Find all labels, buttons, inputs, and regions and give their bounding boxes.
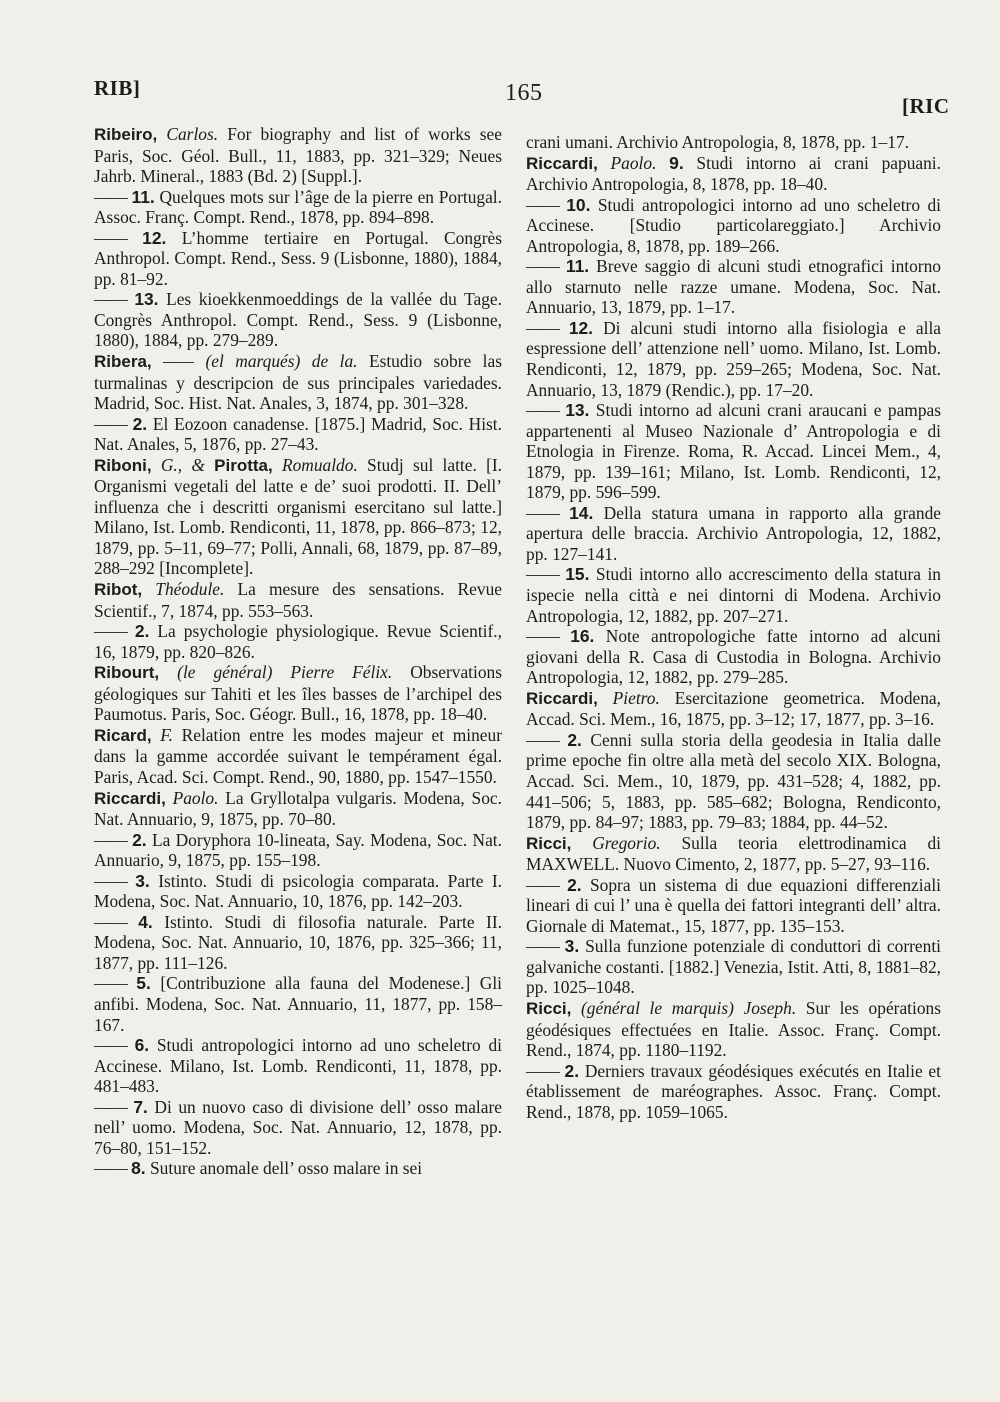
- entry-text: Esercitazione geometrica. Modena, Accad. Sci. Mem., 16, 1875, pp. 3–12; 17, 1877, pp. 3–16.: [526, 687, 941, 730]
- entry-number: 10.: [566, 194, 591, 215]
- sub-entry: [526, 875, 941, 937]
- entry-text: Studj sul latte. [I. Organismi vegetali del latte e de’ suoi prodotti. II. Dell’ influenza che i descritti organismi esercitano sul latte.] Milano, Ist. Lomb. Rendiconti, 11, 1878, pp. 866–873; 12, 1879, pp. 5–11, 69–77; Polli, Annali, 68, 1879, pp. 87–89, 288–292 [Incomplete].: [94, 454, 502, 579]
- entry-dash: ——: [526, 1060, 559, 1081]
- entry-dash: ——: [526, 256, 559, 277]
- entry-text: Derniers travaux géodésiques exécutés en Italie et établissement de maréographes. Assoc. Franç. Compt. Rend., 1878, pp. 1059–1065.: [526, 1060, 941, 1122]
- author-surname: Riccardi,: [94, 788, 166, 808]
- entry-number: 13.: [565, 400, 590, 421]
- author-surname: Ricci,: [526, 833, 572, 853]
- entry-text: Della statura umana in rapporto alla grande apertura delle braccia. Archivio Antropologia, 12, 1882, pp. 127–141.: [526, 502, 941, 564]
- author-given-name: Pietro.: [612, 687, 660, 708]
- sub-entry: [94, 871, 502, 912]
- sub-entry: [94, 228, 502, 290]
- entry-dash: ——: [94, 829, 127, 850]
- author-entry: [94, 579, 502, 621]
- author-surname: Riccardi,: [526, 153, 598, 173]
- author-entry: [94, 662, 502, 725]
- entry-number: 2.: [134, 621, 150, 642]
- coauthor-surname: Pirotta,: [214, 455, 273, 475]
- entry-dash: ——: [526, 564, 559, 585]
- author-given-name: Carlos.: [166, 124, 219, 144]
- entry-text: Relation entre les modes majeur et mineur dans la gamme accordée suivant le tempérament égal. Paris, Acad. Sci. Compt. Rend., 90, 1880, pp. 1547–1550.: [94, 724, 502, 787]
- entry-text: El Eozoon canadense. [1875.] Madrid, Soc. Hist. Nat. Anales, 5, 1876, pp. 27–43.: [94, 413, 502, 455]
- entry-number: 12.: [142, 227, 167, 248]
- sub-entry: [526, 936, 941, 998]
- author-entry: [94, 351, 502, 414]
- entry-text: La mesure des sensations. Revue Scientif., 7, 1874, pp. 553–563.: [94, 579, 502, 621]
- author-given-name: (le général) Pierre Félix.: [177, 662, 393, 683]
- sub-entry: [526, 195, 941, 257]
- entry-text: Sur les opérations géodésiques effectuées en Italie. Assoc. Franç. Compt. Rend., 1874, pp. 1180–1192.: [526, 997, 941, 1061]
- entry-number: 15.: [565, 564, 590, 585]
- author-entry: [526, 998, 941, 1061]
- entry-number: 5.: [136, 973, 151, 994]
- entry-text: Sopra un sistema di due equazioni differenziali lineari di cui l’ una è quella dei fattori integranti dell’ altra. Giornale di Matemat., 15, 1877, pp. 135–153.: [526, 874, 941, 936]
- author-entry: [526, 688, 941, 730]
- sub-entry: [94, 912, 502, 974]
- author-surname: Riboni,: [94, 455, 152, 475]
- entry-text: Studi intorno ai crani papuani. Archivio Antropologia, 8, 1878, pp. 18–40.: [526, 152, 941, 195]
- coauthor-given-name: Romualdo.: [281, 454, 358, 475]
- entry-number: 9.: [669, 152, 684, 173]
- entry-number: 7.: [133, 1096, 148, 1117]
- entry-number: 14.: [569, 502, 594, 523]
- entry-dash: ——: [94, 1035, 127, 1056]
- entry-text: Sulla funzione potenziale di conduttori di correnti galvaniche costanti. [1882.] Venezia, Istit. Atti, 8, 1881–82, pp. 1025–1048.: [526, 936, 941, 998]
- entry-dash: ——: [94, 621, 127, 642]
- author-surname: Riccardi,: [526, 688, 598, 708]
- entry-dash: ——: [526, 502, 559, 523]
- sub-entry: [94, 187, 502, 228]
- entry-dash: ——: [94, 1158, 127, 1179]
- right-column: [526, 132, 941, 1122]
- entry-text: crani umani. Archivio Antropologia, 8, 1878, pp. 1–17.: [526, 132, 910, 152]
- entry-dash: ——: [526, 194, 559, 215]
- author-given-name: Théodule.: [155, 579, 225, 600]
- sub-entry: [94, 621, 502, 662]
- entry-number: 13.: [134, 289, 159, 310]
- entry-text: La psychologie physiologique. Revue Scientif., 16, 1879, pp. 820–826.: [94, 621, 502, 662]
- author-given-name: G., &: [160, 454, 215, 475]
- author-surname: Ribeiro,: [94, 125, 158, 144]
- entry-dash: ——: [526, 400, 559, 421]
- entry-text: Studi antropologici intorno ad uno scheletro di Accinese. Milano, Ist. Lomb. Rendiconti, 11, 1878, pp. 481–483.: [94, 1035, 502, 1097]
- author-entry: [526, 833, 941, 875]
- sub-entry: [94, 1097, 502, 1159]
- entry-text: L’homme tertiaire en Portugal. Congrès Anthropol. Compt. Rend., Sess. 9 (Lisbonne, 1880), 1884, pp. 81–92.: [94, 227, 502, 289]
- entry-text: [Contribuzione alla fauna del Modenese.] Gli anfibi. Modena, Soc. Nat. Annuario, 11, 1877, pp. 158–167.: [94, 973, 502, 1035]
- entry-dash: ——: [526, 729, 559, 750]
- author-surname: Ricard,: [94, 725, 152, 745]
- entry-number: 12.: [568, 317, 594, 338]
- sub-entry: [94, 1035, 502, 1097]
- entry-text: Sulla teoria elettrodinamica di MAXWELL. Nuovo Cimento, 2, 1877, pp. 5–27, 93–116.: [526, 832, 941, 875]
- entry-text: Cenni sulla storia della geodesia in Italia dalle prime epoche fin oltre alla metà del secolo XIX. Bologna, Accad. Sci. Mem., 10, 1879, pp. 431–528; 4, 1882, pp. 441–506; 5, 1883, pp. 585–682; Bologna, Rendiconto, 1879, pp. 84–97; 1883, pp. 79–83; 1884, pp. 44–52.: [526, 729, 941, 833]
- author-given-name: Paolo.: [610, 152, 657, 173]
- sub-entry: [94, 289, 502, 351]
- entry-number: 2.: [564, 1060, 580, 1081]
- running-head-left: RIB]: [94, 76, 141, 100]
- entry-text: Studi intorno ad alcuni crani araucani e pampas appartenenti al Museo Nazionale d’ Antropologia e di Etnologia in Firenze. Roma, R. Accad. Lincei Mem., 4, 1879, pp. 139–161; Milano, Ist. Lomb. Rendiconti, 12, 1879, pp. 596–599.: [526, 400, 941, 503]
- author-entry: [94, 788, 502, 830]
- entry-dash: ——: [94, 227, 127, 248]
- entry-text: Breve saggio di alcuni studi etnografici intorno allo starnuto nelle razze umane. Modena, Soc. Nat. Annuario, 13, 1879, pp. 1–17.: [526, 256, 941, 318]
- entry-number: 16.: [570, 626, 595, 647]
- entry-text: Quelques mots sur l’âge de la pierre en Portugal. Assoc. Franç. Compt. Rend., 1878, pp. 894–898.: [94, 186, 502, 228]
- entry-number: 8.: [131, 1158, 146, 1179]
- author-entry: [526, 153, 941, 195]
- sub-entry: [526, 626, 941, 688]
- author-entry: [94, 455, 502, 579]
- entry-text: Note antropologiche fatte intorno ad alcuni giovani della R. Casa di Custodia in Bologna. Archivio Antropologia, 12, 1882, pp. 279–285.: [526, 626, 941, 688]
- entry-text: Studi antropologici intorno ad uno scheletro di Accinese. [Studio particolareggiato.] Archivio Antropologia, 8, 1878, pp. 189–266.: [526, 194, 941, 256]
- author-surname: Ribera,: [94, 352, 152, 372]
- entry-number: 2.: [567, 874, 582, 895]
- entry-text: La Doryphora 10-lineata, Say. Modena, Soc. Nat. Annuario, 9, 1875, pp. 155–198.: [94, 829, 502, 871]
- entry-dash: ——: [94, 289, 127, 310]
- entry-dash: ——: [94, 1096, 127, 1117]
- entry-text: Studi intorno allo accrescimento della statura in ispecie nella città e nei dintorni di Modena. Archivio Antropologia, 12, 1882, pp. 207–271.: [526, 564, 941, 626]
- sub-entry: [526, 564, 941, 626]
- author-surname: Ribot,: [94, 580, 143, 600]
- entry-number: 2.: [567, 729, 582, 750]
- entry-text: Istinto. Studi di psicologia comparata. Parte I. Modena, Soc. Nat. Annuario, 10, 1876, pp. 142–203.: [94, 870, 502, 912]
- continued-entry: [526, 132, 941, 153]
- entry-text: Estudio sobre las turmalinas y descripcion de sus principales variedades. Madrid, Soc. Hist. Nat. Anales, 3, 1874, pp. 301–328.: [94, 351, 502, 414]
- author-given-name: (général le marquis) Joseph.: [581, 997, 797, 1018]
- entry-number: 11.: [565, 256, 590, 277]
- entry-text: Les kioekkenmoeddings de la vallée du Tage. Congrès Anthropol. Compt. Rend., Sess. 9 (Lisbonne, 1880), 1884, pp. 279–289.: [94, 289, 502, 351]
- running-head-right: [RIC: [902, 94, 950, 118]
- page-number: 165: [505, 80, 543, 106]
- entry-text: Istinto. Studi di filosofia naturale. Parte II. Modena, Soc. Nat. Annuario, 10, 1876, pp. 325–366; 11, 1877, pp. 111–126.: [94, 911, 502, 973]
- entry-text: Di un nuovo caso di divisione dell’ osso malare nell’ uomo. Modena, Soc. Nat. Annuario, 12, 1878, pp. 76–80, 151–152.: [94, 1096, 502, 1158]
- sub-entry: [526, 400, 941, 503]
- author-given-name: Paolo.: [172, 787, 219, 808]
- sub-entry: [94, 1158, 502, 1179]
- entry-dash: ——: [94, 911, 127, 932]
- entry-number: 2.: [132, 413, 148, 434]
- sub-entry: [94, 830, 502, 871]
- entry-number: 2.: [132, 829, 147, 850]
- entry-number: 3.: [564, 936, 580, 957]
- author-surname: Ricci,: [526, 998, 572, 1018]
- entry-number: 4.: [138, 911, 153, 932]
- author-given-name: Gregorio.: [592, 832, 661, 853]
- sub-entry: [526, 503, 941, 565]
- sub-entry: [526, 256, 941, 318]
- entry-dash: ——: [94, 973, 127, 994]
- entry-dash: ——: [94, 186, 127, 207]
- entry-dash: ——: [94, 870, 127, 891]
- sub-entry: [526, 318, 941, 400]
- left-column: [94, 124, 502, 1179]
- author-given-name: —— (el marqués) de la.: [163, 351, 358, 372]
- entry-dash: ——: [526, 626, 559, 647]
- entry-text: Observations géologiques sur Tahiti et les îles basses de l’archipel des Paumotus. Paris, Soc. Géogr. Bull., 16, 1878, pp. 18–40.: [94, 662, 502, 725]
- author-entry: [94, 124, 502, 187]
- entry-text: Suture anomale dell’ osso malare in sei: [145, 1158, 423, 1179]
- entry-text: Di alcuni studi intorno alla fisiologia e alla espressione dell’ attenzione nell’ uomo. Milano, Ist. Lomb. Rendiconti, 12, 1879, pp. 259–265; Modena, Soc. Nat. Annuario, 13, 1879 (Rendic.), pp. 17–20.: [526, 317, 941, 400]
- entry-number: 11.: [131, 186, 155, 207]
- sub-entry: [526, 1061, 941, 1123]
- entry-text: For biography and list of works see Paris, Soc. Géol. Bull., 11, 1883, pp. 321–329; Neues Jahrb. Mineral., 1883 (Bd. 2) [Suppl.].: [94, 124, 502, 187]
- author-entry: [94, 725, 502, 788]
- entry-dash: ——: [526, 874, 559, 895]
- sub-entry: [526, 730, 941, 833]
- entry-dash: ——: [526, 317, 559, 338]
- author-surname: Ribourt,: [94, 663, 160, 683]
- entry-number: 6.: [134, 1035, 150, 1056]
- sub-entry: [94, 414, 502, 455]
- entry-dash: ——: [94, 413, 127, 434]
- entry-text: La Gryllotalpa vulgaris. Modena, Soc. Nat. Annuario, 9, 1875, pp. 70–80.: [94, 787, 502, 830]
- sub-entry: [94, 973, 502, 1035]
- entry-dash: ——: [526, 936, 559, 957]
- author-given-name: F.: [160, 724, 174, 745]
- entry-number: 3.: [135, 870, 150, 891]
